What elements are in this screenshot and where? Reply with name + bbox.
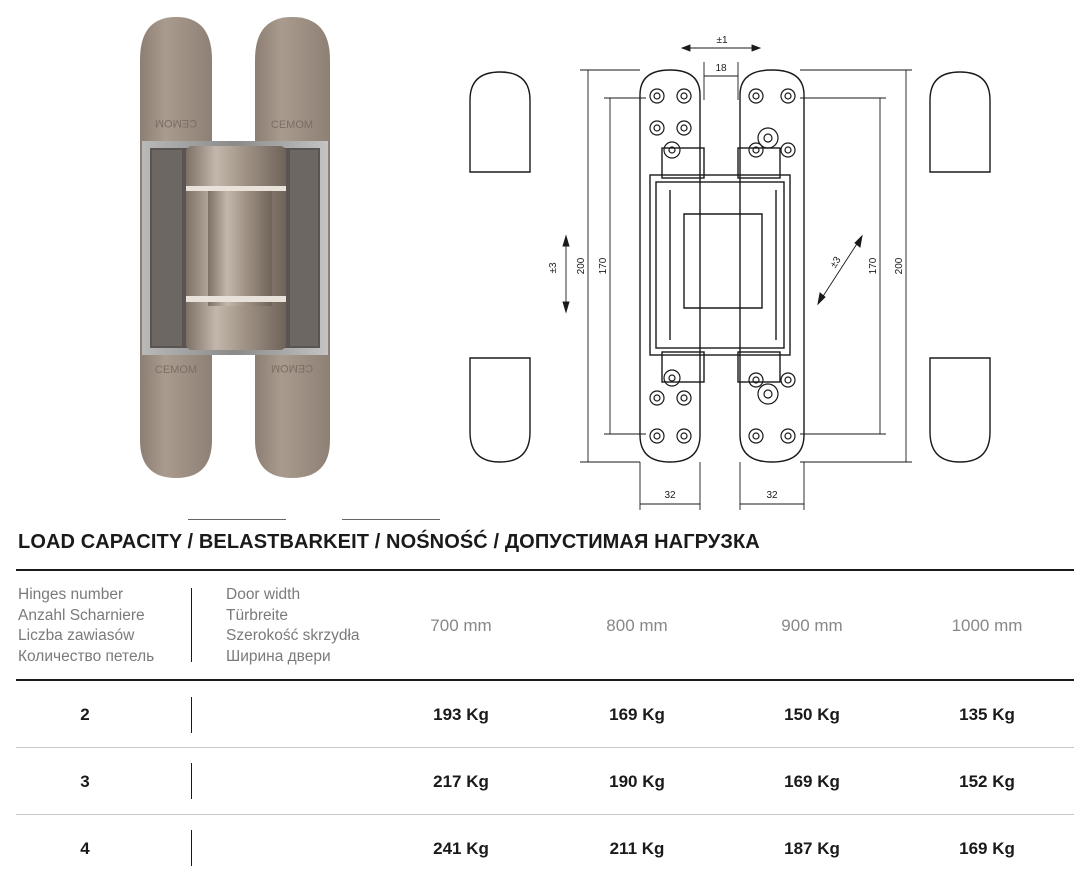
dim-diagonal-play: ±3 <box>828 255 844 271</box>
table-cell: 241 Kg <box>433 839 489 858</box>
table-cell: 211 Kg <box>609 839 665 858</box>
width-header-800: 800 mm <box>606 616 668 635</box>
width-header-700: 700 mm <box>430 616 492 635</box>
brand-mark-top-left: CEMOM <box>154 117 198 129</box>
door-width-header: Door width Türbreite Szerokość skrzydła Ширина двери <box>226 586 360 665</box>
cutout-top-right <box>930 72 990 172</box>
cutout-bottom-right <box>930 358 990 462</box>
row-separator <box>16 814 1074 815</box>
table-cell: 169 Kg <box>959 839 1015 858</box>
dim-gap: 18 <box>715 63 727 74</box>
dim-inner-height-left: 170 <box>598 257 609 275</box>
dim-inner-height-right: 170 <box>868 257 879 275</box>
hinge-technical-drawing <box>460 0 1080 510</box>
column-divider <box>191 588 192 662</box>
table-cell: 190 Kg <box>609 772 665 791</box>
dim-vertical-play: ±3 <box>548 262 559 274</box>
hinge-product-photo <box>0 0 460 500</box>
header-underline <box>16 679 1074 681</box>
table-title: LOAD CAPACITY / BELASTBARKEIT / NOŚNOŚĆ / ДОПУСТИМАЯ НАГРУЗКА <box>18 531 760 553</box>
row-separator <box>16 747 1074 748</box>
brand-mark-bottom-left: CEMOM <box>154 364 198 376</box>
table-cell: 135 Kg <box>959 705 1015 724</box>
cutout-bottom-left <box>470 358 530 462</box>
width-header-1000: 1000 mm <box>951 616 1023 635</box>
dim-total-height-right: 200 <box>894 257 905 275</box>
table-row-hinges: 2 <box>80 705 90 724</box>
dim-width-right: 32 <box>766 490 778 501</box>
brand-mark-top-right: CEMOM <box>270 119 314 131</box>
dim-top-play: ±1 <box>716 35 728 46</box>
decorative-rule-left <box>188 519 286 520</box>
brand-mark-bottom-right: CEMOM <box>270 362 314 374</box>
decorative-rule-right <box>342 519 440 520</box>
table-cell: 152 Kg <box>959 772 1015 791</box>
table-cell: 187 Kg <box>784 839 840 858</box>
table-row-hinges: 3 <box>80 772 90 791</box>
table-row-hinges: 4 <box>80 839 90 858</box>
table-cell: 169 Kg <box>784 772 840 791</box>
cutout-top-left <box>470 72 530 172</box>
title-underline <box>16 569 1074 571</box>
hinges-number-header: Hinges number Anzahl Scharniere Liczba zawiasów Количество петель <box>18 586 155 665</box>
dim-width-left: 32 <box>664 490 676 501</box>
row-divider <box>191 830 192 866</box>
dim-total-height-left: 200 <box>576 257 587 275</box>
row-divider <box>191 763 192 799</box>
row-divider <box>191 697 192 733</box>
table-cell: 193 Kg <box>433 705 489 724</box>
width-header-900: 900 mm <box>781 616 843 635</box>
table-cell: 169 Kg <box>609 705 665 724</box>
table-cell: 150 Kg <box>784 705 840 724</box>
table-cell: 217 Kg <box>433 772 489 791</box>
